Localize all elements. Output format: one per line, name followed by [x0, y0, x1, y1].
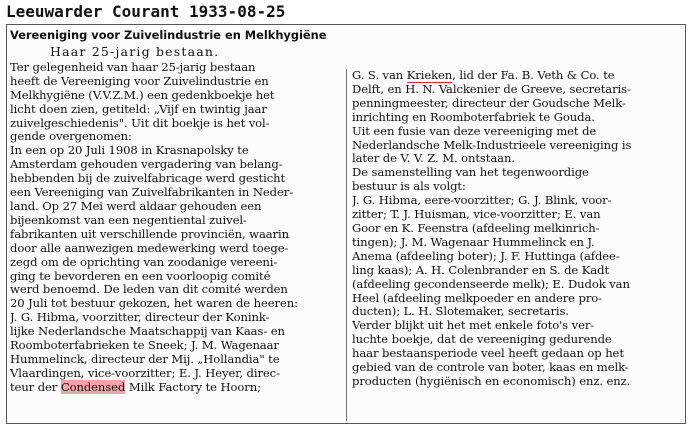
- text-line: lijke Nederlandsche Maatschappij van Kaas- en: [10, 324, 285, 339]
- text-line-highlighted: [10, 381, 344, 395]
- text-line: Delft, en H. N. Valckenier de Greeve, secretaris-: [352, 81, 631, 96]
- text-line: Goor en K. Feenstra (afdeeling melkinrich-: [352, 220, 600, 235]
- text-line: J. G. Hibma, voorzitter, directeur der Konink-: [10, 310, 270, 325]
- text-line: Nederlandsche Melk-Industrieele vereeniging is: [352, 137, 632, 152]
- text-line: zuivelgeschiedenis". Uit dit boekje is het vol-: [10, 115, 270, 130]
- text-line: door alle aanwezigen medewerking werd toege-: [10, 240, 289, 255]
- text-line: In een op 20 Juli 1908 in Krasnapolsky te: [10, 143, 249, 158]
- text-line: tingen); J. M. Wagenaar Hummelinck en J.: [352, 234, 595, 249]
- text-line: Verder blijkt uit het met enkele foto's ver-: [352, 318, 595, 333]
- article-headline: Vereeniging voor Zuivelindustrie en Melkhygiëne: [10, 28, 327, 42]
- text-line: Amsterdam gehouden vergadering van belang-: [10, 157, 283, 172]
- text-line: 20 Juli tot bestuur gekozen, het waren de heeren:: [10, 296, 298, 311]
- text-line: gebied van de controle van boter, kaas en melk-: [352, 360, 629, 375]
- text-line: later de V. V. Z. M. ontstaan.: [352, 151, 515, 166]
- text-line: (afdeeling gecondenseerde melk); E. Dudok van: [352, 276, 630, 291]
- text-line: producten (hygiënisch en economisch) enz. enz.: [352, 373, 631, 388]
- text-line: Roomboterfabrieken te Sneek; J. M. Wagenaar: [10, 338, 279, 353]
- right-column-text: [352, 83, 684, 389]
- text-line: De samenstelling van het tegenwoordige: [352, 165, 589, 180]
- text-line: haar bestaansperiode veel heeft gedaan op het: [352, 346, 624, 361]
- text-line: zegd om de oprichting van zoodanige vereeni-: [10, 254, 278, 269]
- text-line: Anema (afdeeling boter); J. F. Huttinga (afdee-: [352, 248, 620, 263]
- text-line: gende overgenomen:: [10, 129, 132, 144]
- text-line: ging te bevorderen en een voorloopig comité: [10, 268, 271, 283]
- text-line: Heel (afdeeling melkpoeder en andere pro-: [352, 290, 602, 305]
- text-line: Uit een fusie van deze vereeniging met de: [352, 123, 597, 138]
- text-line: land. Op 27 Mei werd aldaar gehouden een: [10, 198, 262, 213]
- text-fragment: G. S. van: [352, 68, 407, 82]
- newspaper-clipping: [6, 24, 686, 424]
- text-line: werd benoemd. De leden van dit comité werden: [10, 282, 288, 297]
- left-column-text: [10, 61, 344, 381]
- text-line: ling kaas); A. H. Colenbrander en S. de Kadt: [352, 262, 610, 277]
- text-line: luchte boekje, dat de vereeniging gedurende: [352, 332, 612, 347]
- text-line: J. G. Hibma, eere-voorzitter; G. J. Blink, voor-: [352, 193, 612, 208]
- text-line: penningmeester, directeur der Goudsche Melk-: [352, 95, 626, 110]
- text-line: bestuur is als volgt:: [352, 179, 466, 194]
- column-divider: [346, 69, 347, 421]
- text-line: heeft de Vereeniging voor Zuivelindustrie en: [10, 73, 269, 88]
- text-line: licht doen zien, getiteld: „Vijf en twintig jaar: [10, 101, 267, 116]
- text-line: ducten); L. H. Slotemaker, secretaris.: [352, 304, 569, 319]
- text-fragment: teur der: [10, 379, 61, 394]
- highlighted-search-term: Condensed: [60, 379, 126, 394]
- text-line: Vlaardingen, vice-voorzitter; E. J. Heyer, direc-: [10, 365, 280, 380]
- article-right-column: [352, 25, 684, 423]
- text-line: Melkhygiëne (V.V.Z.M.) een gedenkboekje het: [10, 87, 275, 102]
- article-left-column: [10, 25, 344, 423]
- text-fragment: Milk Factory te Hoorn;: [125, 379, 261, 394]
- text-line: een Vereeniging van Zuivelfabrikanten in Neder-: [10, 185, 294, 200]
- underlined-name: Krieken: [406, 68, 453, 82]
- text-line: Ter gelegenheid van haar 25-jarig bestaan: [10, 59, 256, 74]
- text-line: bijeenkomst van een negentiental zuivel-: [10, 212, 247, 227]
- text-line: zitter; T. J. Huisman, vice-voorzitter; E. van: [352, 207, 601, 222]
- text-line: inrichting en Roomboterfabriek te Gouda.: [352, 109, 595, 124]
- text-line: hebbenden bij de zuivelfabricage werd gesticht: [10, 171, 286, 186]
- article-subheadline: Haar 25-jarig bestaan.: [50, 44, 220, 59]
- page-title: Leeuwarder Courant 1933-08-25: [6, 2, 286, 21]
- text-line: Hummelinck, directeur der Mij. „Hollandia" te: [10, 351, 280, 366]
- text-line: fabrikanten uit verschillende provinciën, waarin: [10, 226, 289, 241]
- text-fragment: , lid der Fa. B. Veth & Co. te: [452, 68, 615, 82]
- text-line-underlined: [352, 69, 684, 83]
